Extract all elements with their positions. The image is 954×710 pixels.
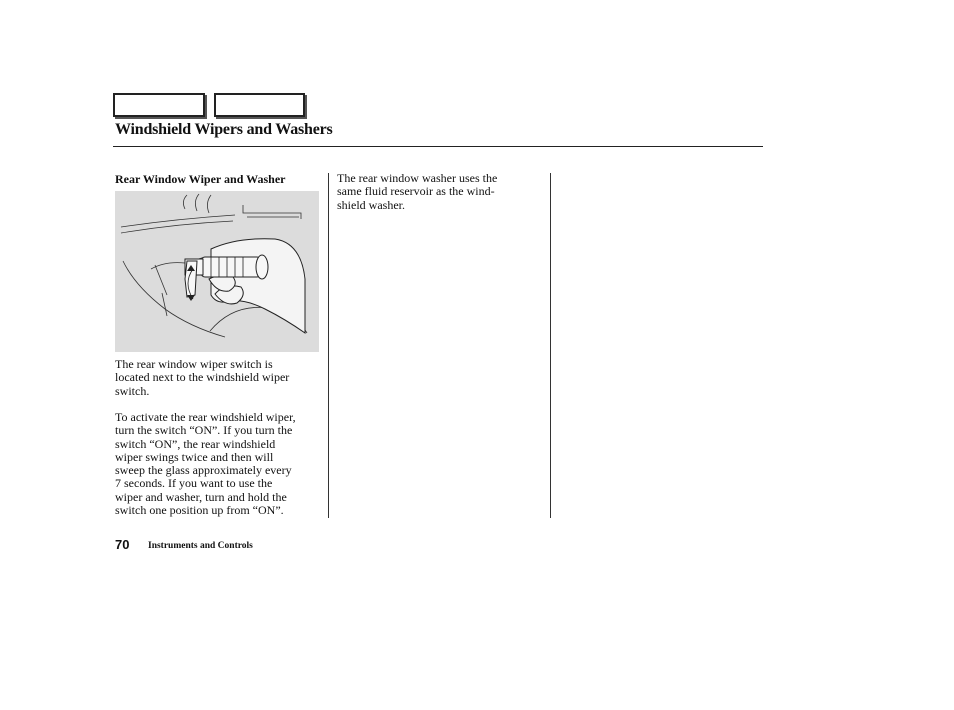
middle-paragraph-1: The rear window washer uses the same fluid reservoir as the wind- shield washer. [337, 171, 498, 212]
left-paragraph-2: To activate the rear windshield wiper, turn the switch “ON”. If you turn the switch “ON”, the rear windshield wiper swings twice and then will sweep the glass approximately every 7 seconds. If you want to use the wiper and washer, turn and hold the switch one position up from “ON”. [115, 410, 296, 518]
page-number: 70 [115, 537, 130, 552]
page-title: Windshield Wipers and Washers [115, 121, 333, 138]
left-paragraph-1: The rear window wiper switch is located next to the windshield wiper switch. [115, 357, 290, 398]
title-divider [113, 146, 763, 147]
nav-box-previous[interactable] [113, 93, 205, 117]
column-divider-left [328, 173, 329, 518]
section-footer: Instruments and Controls [148, 541, 253, 551]
nav-box-next[interactable] [214, 93, 305, 117]
section-heading: Rear Window Wiper and Washer [115, 172, 286, 186]
wiper-switch-drawing [115, 191, 319, 352]
column-divider-right [550, 173, 551, 518]
wiper-switch-illustration [115, 191, 319, 352]
